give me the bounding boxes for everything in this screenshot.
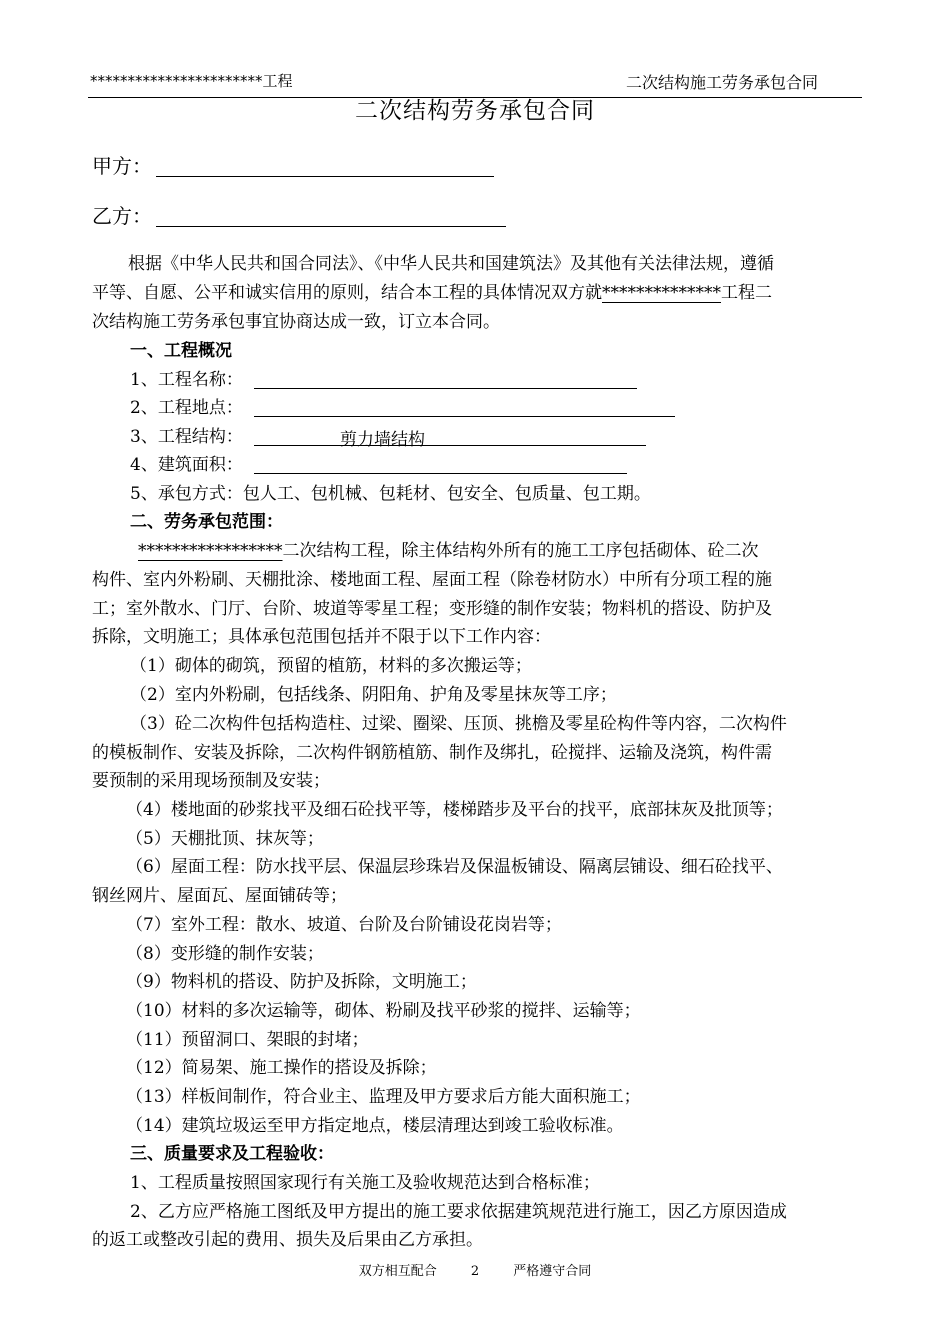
scope-item-3-line-1: （3）砼二次构件包括构造柱、过梁、圈梁、压顶、挑檐及零星砼构件等内容，二次构件	[130, 714, 787, 734]
contract-mode: 5、承包方式：包人工、包机械、包耗材、包安全、包质量、包工期。	[130, 484, 651, 504]
section-3-heading: 三、质量要求及工程验收：	[130, 1144, 334, 1164]
project-structure-value: 剪力墙结构	[340, 430, 425, 450]
scope-item-6-line-1: （6）屋面工程：防水找平层、保温层珍珠岩及保温板铺设、隔离层铺设、细石砼找平、	[126, 857, 783, 877]
party-b-label: 乙方：	[92, 204, 152, 228]
section-2-heading: 二、劳务承包范围：	[130, 512, 283, 532]
scope-line-2: 构件、室内外粉刷、天棚批涂、楼地面工程、屋面工程（除卷材防水）中所有分项工程的施	[92, 570, 772, 590]
project-name-blank[interactable]	[254, 388, 637, 389]
scope-item-8: （8）变形缝的制作安装；	[126, 944, 324, 964]
header-project-name: ***********************工程	[90, 72, 293, 90]
scope-line-1	[138, 541, 759, 561]
section-1-heading: 一、工程概况	[130, 341, 232, 361]
quality-item-2-line-2: 的返工或整改引起的费用、损失及后果由乙方承担。	[92, 1230, 483, 1250]
scope-item-13: （13）样板间制作，符合业主、监理及甲方要求后方能大面积施工；	[126, 1087, 641, 1107]
header-contract-name: 二次结构施工劳务承包合同	[625, 73, 818, 92]
page-number: 2	[470, 1264, 480, 1279]
scope-item-3-line-2: 的模板制作、安装及拆除，二次构件钢筋植筋、制作及绑扎，砼搅拌、运输及浇筑，构件需	[92, 743, 772, 763]
scope-item-3-line-3: 要预制的采用现场预制及安装；	[92, 771, 330, 791]
intro-line-2	[92, 283, 772, 303]
page-footer	[0, 1260, 950, 1279]
footer-right-text: 严格遵守合同	[513, 1264, 592, 1279]
party-b-blank[interactable]	[156, 226, 506, 227]
intro-line-2-start: 平等、自愿、公平和诚实信用的原则，结合本工程的具体情况双方就	[92, 283, 602, 303]
scope-line-4: 拆除，文明施工；具体承包范围包括并不限于以下工作内容：	[92, 627, 551, 647]
scope-item-6-line-2: 钢丝网片、屋面瓦、屋面铺砖等；	[92, 886, 347, 906]
scope-item-4: （4）楼地面的砂浆找平及细石砼找平等，楼梯踏步及平台的找平，底部抹灰及批顶等；	[126, 800, 783, 820]
scope-item-9: （9）物料机的搭设、防护及拆除，文明施工；	[126, 972, 477, 992]
project-structure-blank[interactable]	[254, 445, 646, 446]
scope-item-5: （5）天棚批顶、抹灰等；	[126, 829, 324, 849]
project-location-label: 2、工程地点：	[130, 398, 243, 418]
project-structure-label: 3、工程结构：	[130, 427, 243, 447]
scope-item-14: （14）建筑垃圾运至甲方指定地点，楼层清理达到竣工验收标准。	[126, 1116, 624, 1136]
intro-line-2-end: 工程二	[721, 283, 772, 303]
party-a-label: 甲方：	[92, 154, 152, 178]
scope-project-placeholder: *****************	[138, 541, 283, 561]
scope-line-1-text: 二次结构工程，除主体结构外所有的施工工序包括砌体、砼二次	[282, 541, 759, 561]
intro-line-3: 次结构施工劳务承包事宜协商达成一致，订立本合同。	[92, 312, 500, 332]
footer-left-text: 双方相互配合	[358, 1264, 437, 1279]
project-name-label: 1、工程名称：	[130, 370, 243, 390]
quality-item-1: 1、工程质量按照国家现行有关施工及验收规范达到合格标准；	[130, 1173, 600, 1193]
party-a-blank[interactable]	[156, 176, 494, 177]
scope-item-12: （12）简易架、施工操作的搭设及拆除；	[126, 1058, 437, 1078]
quality-item-2-line-1: 2、乙方应严格施工图纸及甲方提出的施工要求依据建筑规范进行施工，因乙方原因造成	[130, 1202, 787, 1222]
scope-item-11: （11）预留洞口、架眼的封堵；	[126, 1030, 369, 1050]
scope-line-3: 工；室外散水、门厅、台阶、坡道等零星工程；变形缝的制作安装；物料机的搭设、防护及	[92, 599, 772, 619]
building-area-blank[interactable]	[254, 473, 627, 474]
scope-item-7: （7）室外工程：散水、坡道、台阶及台阶铺设花岗岩等；	[126, 915, 562, 935]
scope-item-1: （1）砌体的砌筑，预留的植筋，材料的多次搬运等；	[130, 656, 532, 676]
document-title: 二次结构劳务承包合同	[355, 98, 595, 124]
scope-item-2: （2）室内外粉刷，包括线条、阴阳角、护角及零星抹灰等工序；	[130, 685, 617, 705]
project-location-blank[interactable]	[254, 416, 675, 417]
building-area-label: 4、建筑面积：	[130, 455, 243, 475]
intro-line-1: 根据《中华人民共和国合同法》、《中华人民共和国建筑法》及其他有关法律法规，遵循	[128, 254, 774, 274]
project-name-placeholder: **************	[602, 283, 721, 303]
scope-item-10: （10）材料的多次运输等，砌体、粉刷及找平砂浆的搅拌、运输等；	[126, 1001, 641, 1021]
